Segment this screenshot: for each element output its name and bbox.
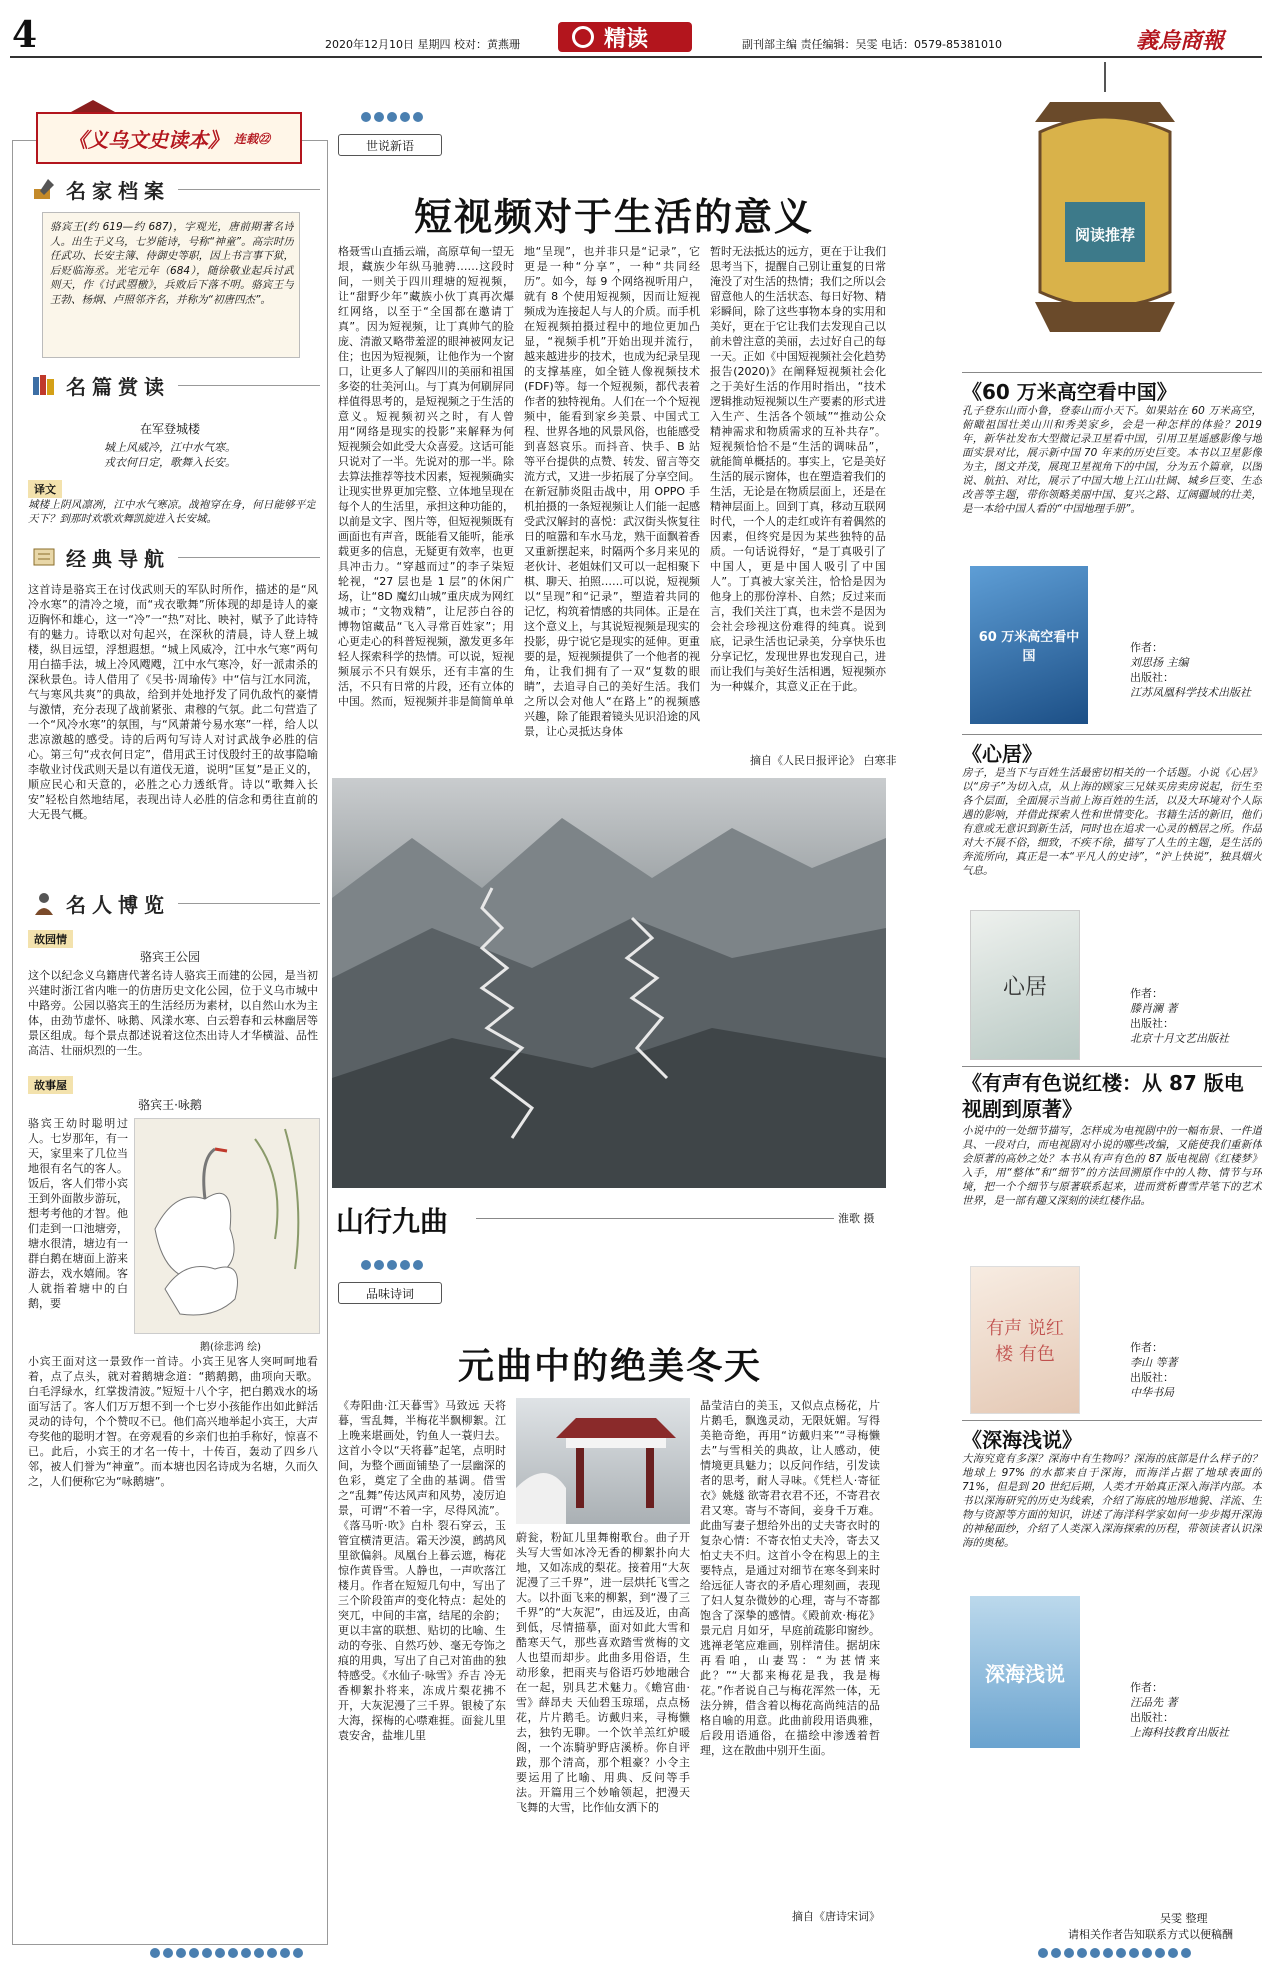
- header-rule: [10, 56, 1262, 58]
- snow-pavilion-icon: [516, 1398, 690, 1524]
- book1-desc: 孔子登东山而小鲁，登泰山而小天下。如果站在 60 万米高空，俯瞰祖国壮美山川和秀美家乡，会是一种怎样的体验？2019 年，新华社发布大型微记录卫星看中国，引用卫星遥感影像与地面实景对比，展示新中国 70 年来的历史巨变。本书以卫星影像为主，图文并茂，展现卫星视角下的中国，分为五个篇章，以图说、航拍、对比，展示了中国大地上江山壮阔、城乡巨变、生态改善等主题，带你领略美丽中国、复兴之路、辽阔疆域的壮美，是一本给中国人看的“中国地理手册”。: [962, 405, 1262, 515]
- book3-author-label: 作者：: [1130, 1341, 1163, 1354]
- section-badge: [558, 22, 692, 52]
- section-head-mingren: [30, 886, 320, 920]
- page-number: 4: [12, 14, 38, 56]
- article2-source: 摘自《唐诗宋词》: [792, 1910, 880, 1923]
- book1-author: 刘思扬 主编: [1130, 656, 1189, 669]
- book2-author-label: 作者：: [1130, 987, 1163, 1000]
- snow-pavilion-photo: [516, 1398, 690, 1524]
- book2-meta: [1130, 986, 1260, 1046]
- article2-col3: 晶莹洁白的美玉，又似点点杨花，片片鹅毛，飘逸灵动，无限妩媚。写得美艳奇绝，再用“访戴归来”“寻梅懒去”与雪相关的典故，让人感动，使情境更具魅力；以反问作结，引发读者的思考，耐人寻味。《凭栏人·寄征衣》姚燧 欲寄君衣君不还，不寄君衣君又寒。寄与不寄间，妾身千万难。此曲写妻子想给外出的丈夫寄衣时的复杂心情：不寄衣怕丈夫冷，寄去又怕丈夫不归。这首小令在构思上的主要特点，是通过对细节在寒冬到来时给远征人寄衣的矛盾心理刻画，表现了妇人复杂微妙的心理，寄与不寄都饱含了深挚的感情。《殿前欢·梅花》景元启 月如牙，早庭前疏影印窗纱。逃禅老笔应难画，别样清佳。据胡床再看咱，山妻骂：“为甚情来此？”“大都来梅花是我，我是梅花。”作者说自己与梅花浑然一体，无法分辨，借含着以梅花高尚纯洁的品格自喻的用意。此曲前段用语典雅，后段用语通俗，在描绘中渗透着哲理，这在散曲中别开生面。: [700, 1399, 880, 1757]
- book2-pub-label: 出版社：: [1130, 1017, 1174, 1030]
- book1-cover: 60 万米高空看中国: [970, 566, 1088, 724]
- book1-meta: [1130, 640, 1260, 700]
- section-line: [178, 903, 320, 904]
- section-head-mingjia: [30, 172, 320, 206]
- article2-col2: 蔚瓮，粉缸儿里舞榭歌台。曲子开头写大雪如冰冷无香的柳絮扑向大地，又如冻成的梨花。接着用“大灰泥漫了三千界”，进一层烘托飞雪之大。以扑面飞来的柳絮，到“漫了三千界”的“大灰泥”，由远及近，由高到低，尽情描摹，面对如此大雪和酷寒天气，那些喜欢踏雪赏梅的文人也望而却步。此曲多用俗语，生动形象，把雨夹与俗语巧妙地融合在一起，别具艺术魅力。《蟾宫曲·雪》薛昂夫 天仙碧玉琼瑶，点点杨花，片片鹅毛。访戴归来，寻梅懒去，独钓无聊。一个饮羊羔红炉暖阁，一个冻騎驴野店溪桥。你自评跋，那个清高，那个粗豪？小令主要运用了比喻、用典、反问等手法。开篇用三个妙喻领起，把漫天飞舞的大雪，比作仙女洒下的: [516, 1531, 690, 1814]
- goose-painting: [134, 1118, 320, 1334]
- landscape-photo: [332, 778, 886, 1188]
- scholar-icon: [30, 889, 58, 917]
- books-icon: [30, 371, 58, 399]
- mountain-road-icon: [332, 778, 886, 1188]
- story-title: 骆宾王·咏鹅: [138, 1098, 202, 1112]
- photo-credit: 淮歌 摄: [838, 1212, 875, 1225]
- masthead-logo: 義烏商報: [1136, 28, 1225, 54]
- book2-cover: 心居: [970, 910, 1080, 1060]
- book2-author: 滕肖澜 著: [1130, 1002, 1178, 1015]
- series-serial: 连载㉒: [233, 131, 270, 146]
- section-label: 经典导航: [66, 546, 170, 571]
- footer-dots-right: [1038, 1948, 1191, 1958]
- book3-desc: 小说中的一处细节描写，怎样成为电视剧中的一幅布景、一件道具、一段对白，而电视剧对小说的哪些改编，又能使我们重新体会原著的高妙之处？本书从有声有色的 87 版电视剧《红楼梦》入手，用“整体”和“细节”的方法回溯原作中的人物、情节与环境，把一个个细节与原著联系起来，进而赏析曹雪芹笔下的艺术世界，是一部有趣又深刻的读红楼作品。: [962, 1125, 1262, 1207]
- book-rule: [962, 734, 1262, 735]
- brush-icon: [30, 175, 58, 203]
- article1-title: 短视频对于生活的意义: [414, 194, 815, 239]
- story-text-side: 骆宾王幼时聪明过人。七岁那年，有一天，家里来了几位当地很有名气的客人。饭后，客人们带小宾王到外面散步游玩，想考考他的才智。他们走到一口池塘旁，塘水很清，塘边有一群白鹅在塘面上游来游去，戏水嬉闹。客人就指着塘中的白鹅，要: [28, 1117, 128, 1310]
- book1-author-label: 作者：: [1130, 641, 1163, 654]
- book2-title: 《心居》: [962, 742, 1042, 766]
- book1-publisher: 江苏凤凰科学技术出版社: [1130, 686, 1251, 699]
- book3-publisher: 中华书局: [1130, 1386, 1174, 1399]
- decorative-dots: [361, 1260, 423, 1270]
- emblem-label: 阅读推荐: [1074, 225, 1135, 244]
- series-title: 《义乌文史读本》: [67, 127, 228, 152]
- translation-text: 城楼上阴风凛冽，江中水气寒凉。战袍穿在身，何日能够平定天下？到那时欢歌欢舞凯旋进入长安城。: [28, 499, 316, 525]
- book4-cover: 深海浅说: [970, 1596, 1080, 1748]
- article1-col2: 地“呈现”，也并非只是“记录”，它更是一种“分享”，一种“共同经历”。如今，每 9 个网络视听用户，就有 8 个使用短视频，因而让短视频成为连接起人与人的介质。而手机在短视频拍摄过程中的地位更加凸显，“视频手机”开始出现并流行，越来越进步的技术，也成为纪录呈现的支撑基座，如全链人像视频技术(FDF)等。每一个短视频，都代表着作者的独特视角。人们在一个个短视频中，能看到家乡美景、中国式工程、世界各地的风景风俗，也能感受到喜怒哀乐。而抖音、快手、B 站等平台提供的点赞、转发、留言等交流方式，又进一步拓展了分享空间。在新冠肺炎阻击战中，用 OPPO 手机拍摄的一条短视频让人们能一起感受武汉解封的喜悦：武汉街头恢复往日的喧嚣和车水马龙，熟干面飘着香又重新摆起来，时隔两个多月来见的老伙计、老姐妹们又可以一起相聚下棋、聊天、拍照……可以说，短视频以“呈现”和“记录”，塑造着共同的记忆，构筑着情感的共同体。正是在这个意义上，与其说短视频是现实的投影，毋宁说它是现实的延伸。更重要的是，短视频提供了一个他者的视角，让我们拥有了一双“复数的眼睛”，去追寻自己的美好生活。我们之所以会对他人“在路上”的视频感兴趣，除了能跟着镜头见识沿途的风景，让心灵抵达身体: [524, 245, 700, 738]
- section-line: [178, 557, 320, 558]
- poem-title: 在军登城楼: [139, 422, 200, 436]
- series-title-box: [36, 112, 302, 164]
- guyuan-tag: 故园情: [28, 930, 73, 948]
- section-label: 名篇赏读: [66, 374, 170, 399]
- topic-tag-2: 品味诗词: [338, 1282, 442, 1304]
- book3-author: 李山 等著: [1130, 1356, 1178, 1369]
- section-name: 精读: [604, 26, 649, 52]
- book3-title: 《有声有色说红楼：从 87 版电视剧到原著》: [962, 1071, 1244, 1121]
- section-label: 名人博览: [66, 892, 170, 917]
- book4-author: 汪品先 著: [1130, 1696, 1178, 1709]
- book3-pub-label: 出版社：: [1130, 1371, 1174, 1384]
- image-caption: 鹅(徐悲鸿 绘): [200, 1342, 261, 1353]
- book1-title: 《60 万米高空看中国》: [962, 380, 1177, 404]
- poem-body: [12, 440, 328, 470]
- header-date-info: 2020年12月10日 星期四 校对：黄燕珊: [325, 38, 520, 51]
- section-head-mingpian: [30, 368, 320, 402]
- section-line: [178, 189, 320, 190]
- contact-note: 请相关作者告知联系方式以便稿酬: [1068, 1928, 1233, 1941]
- scroll-icon: [30, 543, 58, 571]
- book4-title: 《深海浅说》: [962, 1428, 1082, 1452]
- topic-tag-1: 世说新语: [338, 134, 442, 156]
- photo-title: 山行九曲: [336, 1205, 449, 1238]
- section-line: [178, 385, 320, 386]
- article1-col1: 格聂雪山直插云端，高原草甸一望无垠，藏族少年纵马驰骋……这段时间，一则关于四川理塘的短视频，让“甜野少年”藏族小伙丁真再次爆红网络，以至于“全国都在邀请丁真”。因为短视频，让丁真帅气的脸庞、清澈又略带羞涩的眼神被网友记住；也因为短视频，让他作为一个窗口，让更多人了解四川的美丽和祖国多姿的壮美河山。与丁真为何刷屏同样值得思考的，是短视频之于生活的意义。短视频初兴之时，有人曾用“网络是现实的投影”来解释为何短视频会如此受大众喜爱。这话可能只说对了一半。先说对的那一半。除去算法推荐等技术因素，短视频确实让现实世界更加完整、立体地呈现在每个人的生活里，承担这种功能的，以前是文字、图片等，但短视频既有画面也有声音，既能看又能听，能承载更多的信息，无疑更有效率，也更具冲击力。“穿越而过”的李子柒短轮视，“27 层也是 1 层”的休闲广场，让“8D 魔幻山城”重庆成为网红城市；“文物戏精”，让尼莎白谷的博物馆藏品“飞入寻常百姓家”；用心更走心的科普短视频，激发更多年轻人探索科学的热情。可以说，短视频展示不只有娱乐，还有丰富的生活，不只有日常的片段，还有立体的中国。然而，短视频并非是简简单单: [338, 245, 514, 708]
- book4-meta: [1130, 1680, 1260, 1740]
- section-head-jingdian: [30, 540, 320, 574]
- article1-source: 摘自《人民日报评论》 白寒非: [750, 754, 897, 767]
- article2-title: 元曲中的绝美冬天: [458, 1345, 763, 1387]
- poem-line-1: 城上风威冷，江中水气寒。: [104, 441, 236, 454]
- park-text: 这个以纪念义乌籍唐代著名诗人骆宾王而建的公园，是当初兴建时浙江省内唯一的仿唐历史文化公园，位于义乌市城中中路旁。公园以骆宾王的生活经历为素材，以自然山水为主体，由劲节虚怀、咏鹅、风漾水寒、白云碧春和云林幽居等景区组成。每个景点都述说着这位杰出诗人才华横溢、品性高洁、壮丽炽烈的一生。: [28, 969, 318, 1057]
- book4-pub-label: 出版社：: [1130, 1711, 1174, 1724]
- header-editor-info: 副刊部主编 责任编辑：吴雯 电话：0579-85381010: [742, 38, 1002, 51]
- photo-rule: [476, 1218, 834, 1219]
- footer-dots-left: [150, 1948, 303, 1958]
- book-rule: [962, 1420, 1262, 1421]
- translation-tag: 译文: [28, 480, 62, 498]
- book4-author-label: 作者：: [1130, 1681, 1163, 1694]
- park-title: 骆宾王公园: [139, 950, 200, 964]
- decorative-dots: [361, 112, 423, 122]
- book2-desc: 房子，是当下与百姓生活最密切相关的一个话题。小说《心居》以“房子”为切入点，从上海的顾家三兄妹买房卖房说起，衍生至各个层面，全面展示当前上海百姓的生活，以及大环境对个人际遇的影响，并借此探索人性和世情变化。书籍生活的新旧，他们有意或无意识到新生活，同时也在追求一心灵的栖居之所。作品对大不展不俗，细致，不疾不徐，描写了人生的主题，是生活的奔流所向，真正是一本“平凡人的史诗”，“沪上快说”，独具烟火气息。: [962, 767, 1262, 877]
- book3-meta: [1130, 1340, 1260, 1400]
- poem-line-2: 戎衣何日定，歌舞入长安。: [104, 456, 236, 469]
- book-rule: [962, 1066, 1262, 1067]
- book-rule: [962, 372, 1262, 373]
- goose-painting-icon: [135, 1119, 321, 1335]
- book4-desc: 大海究竟有多深？深海中有生物吗？深海的底部是什么样子的？地球上 97% 的水都来自于深海，而海洋占据了地球表面的 71%，但是到 20 世纪后期，人类才开始真正深入海洋内部。本书以深海研究的历史为线索，介绍了海底的地形地貌、洋流、生物与资源等方面的知识，讲述了海洋科学家如何一步步揭开深海的神秘面纱，介绍了人类深入深海探索的历程，带领读者认识深海的奥秘。: [962, 1453, 1262, 1549]
- book4-publisher: 上海科技教育出版社: [1130, 1726, 1229, 1739]
- story-tag: 故事屋: [28, 1076, 73, 1094]
- book3-cover: 有声 说红楼 有色: [970, 1266, 1080, 1414]
- story-text-bottom: 小宾王面对这一景致作一首诗。小宾王见客人突呵呵地看着，点了点头，就对着鹅塘念道：“鹅鹅鹅，曲项向天歌。白毛浮绿水，红掌拨清波。”短短十八个字，把白鹅戏水的场面写活了。客人们万万想不到一个七岁小孩能作出如此鲜活灵动的诗句，个个赞叹不已。他们高兴地举起小宾王，大声夸奖他的聪明才智。在旁观看的乡亲们也拍手称好，惊喜不已。此后，小宾王的才名一传十，十传百，轰动了四乡八邻，被人们誉为“神童”。而本塘也因名诗成为名塘，久而久之，人们便称它为“咏鹅塘”。: [28, 1355, 318, 1488]
- section-ring-icon: [572, 26, 594, 48]
- jingdian-text: 这首诗是骆宾王在讨伐武则天的军队时所作，描述的是“风冷水寒”的清冷之境，而“戎衣歌舞”所体现的却是诗人的豪迈胸怀和雄心，这一“冷”一“热”对比、映衬，赋予了此诗特有的魅力。诗歌以对句起兴，在深秋的清晨，诗人登上城楼，纵目远望，浮想遐想。“城上风威冷，江中水气寒”两句用白描手法，城上冷风飕飕，江中水气寒冷，好一派肃杀的深秋景色。诗人借用了《吴书·周瑜传》中“信与江水同流，气与寒风共爽”的典故，给到并处地抒发了同仇敌忾的豪情与激情，充分表现了战前紧张、肃穆的气氛。此二句营造了一个“风冷水寒”的氛围，与“风萧萧兮易水寒”一样，给人以悲凉激越的感受。诗的后两句写诗人对讨武战争必胜的信心。第三句“戎衣何日定”，借用武王讨伐殷纣王的故事隐喻李敬业讨伐武则天是以有道伐无道，说明“匡复”是正义的，顺应民心和天意的，必胜之心力透纸背。诗以“歌舞入长安”轻松自然地结尾，表现出诗人必胜的信念和勇往直前的大无畏气概。: [28, 583, 318, 821]
- book1-pub-label: 出版社：: [1130, 671, 1174, 684]
- article2-col1: 《寿阳曲·江天暮雪》马致远 天将暮，雪乱舞，半梅花半飘柳絮。江上晚来堪画处，钓鱼人一蓑归去。这首小令以“天将暮”起笔，点明时间，为整个画面铺垫了一层幽深的色彩，奠定了全曲的基调。借雪之“乱舞”传达风声和风势，凌厉迫景，可谓“不着一字，尽得风流”。《落马听·吹》白朴 裂石穿云，玉管宜横清更洁。霜天沙漠，鹧鸪风里欲偏斜。凤凰台上暮云遮，梅花惊作黄昏雪。人静也，一声吹落江楼月。作者在短短几句中，写出了三个阶段笛声的变化特点：起处的突兀，中间的丰富，结尾的余韵；更以丰富的联想、贴切的比喻、生动的夸张、自然巧妙、毫无夸饰之痕的用典，写出了自己对笛曲的独特感受。《水仙子·咏雪》乔吉 冷无香柳絮扑将来，冻成片梨花拂不开，大灰泥漫了三千界。银棱了东大海，探梅的心噤难捱。面瓮儿里袁安舍，盐堆儿里: [338, 1399, 506, 1742]
- mingjia-text: 骆宾王(约 619—约 687)，字观光，唐前期著名诗人。出生于义乌，七岁能诗，号称“神童”。高宗时历任武功、长安主簿、侍御史等职，因上书言事下狱，后贬临海丞。光宅元年（684），随徐敬业起兵讨武则天，作《讨武曌檄》，兵败后下落不明。骆宾王与王勃、杨炯、卢照邻齐名，并称为“初唐四杰”。: [50, 221, 294, 306]
- section-label: 名家档案: [66, 178, 170, 203]
- article1-col3: 暂时无法抵达的远方，更在于让我们思考当下，提醒自己别让重复的日常淹没了对生活的热情；我们之所以会留意他人的生活状态、每日好物、精彩瞬间，除了这些事物本身的实用和美好，更在于它让我们去发现自己以前未曾注意的美丽，去过好自己的每一天。正如《中国短视频社会化趋势报告(2020)》在阐释短视频社会化之于美好生活的作用时指出，“技术逻辑推动短视频以生产要素的形式进入生产、生活各个领域”“推动公众精神需求和物质需求的互补共存”。短视频恰恰不是“生活的调味品”，就能简单概括的。事实上，它是美好生活的展示窗体，也在塑造着我们的生活，无论是在物质层面上，还是在精神层面上。回到丁真，移动互联网时代，一个人的走红或许有着偶然的因素，但终究是因为某些独特的品质。一句话说得好，“是丁真吸引了中国人，更是中国人吸引了中国人”。丁真被大家关注，恰恰是因为他身上的那份淳朴、自然；反过来而言，我们关注丁真，也未尝不是因为会社会珍视这份难得的纯真。说到底，记录生活也记录美，分享快乐也分享记忆，发现世界也发现自己，进而让我们与美好生活相遇，短视频亦为一种媒介，其意义正在于此。: [710, 245, 886, 693]
- compiler: 吴雯 整理: [1160, 1912, 1208, 1925]
- book2-publisher: 北京十月文艺出版社: [1130, 1032, 1229, 1045]
